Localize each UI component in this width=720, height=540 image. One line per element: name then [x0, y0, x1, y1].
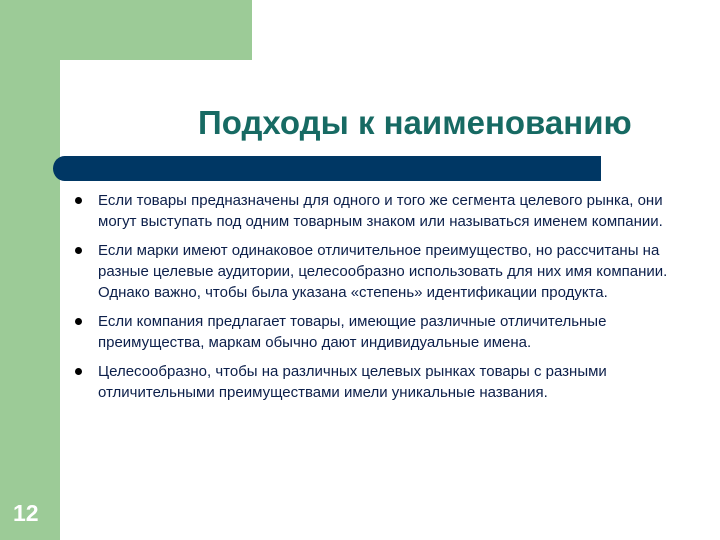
bullet-dot-icon: [75, 318, 82, 325]
left-accent-strip: [0, 0, 60, 540]
bullet-item: [72, 240, 682, 303]
bullet-text: Если компания предлагает товары, имеющие различные отличительные преимущества, маркам обычно дают индивидуальные имена.: [98, 313, 607, 351]
title-underline-bar: [53, 156, 601, 181]
bullet-dot-icon: [75, 247, 82, 254]
bullet-text: Если марки имеют одинаковое отличительное преимущество, но рассчитаны на разные целевые аудитории, целесообразно использовать для них имя компании. Однако важно, чтобы была указана «степень» идентификации продукта.: [98, 242, 668, 301]
bullet-item: [72, 361, 682, 403]
bullet-text: Если товары предназначены для одного и того же сегмента целевого рынка, они могут выступать под одним товарным знаком или называться именем компании.: [98, 192, 663, 230]
page-number: 12: [13, 500, 39, 526]
bullet-item: [72, 190, 682, 232]
bullet-dot-icon: [75, 368, 82, 375]
bullet-text: Целесообразно, чтобы на различных целевых рынках товары с разными отличительными преимуществами имели уникальные названия.: [98, 363, 607, 401]
bullet-item: [72, 311, 682, 353]
bullet-list: [72, 190, 682, 411]
top-accent-block: [0, 0, 252, 60]
bullet-dot-icon: [75, 197, 82, 204]
slide-title: Подходы к наименованию: [198, 104, 632, 141]
rounded-corner: [60, 60, 120, 120]
